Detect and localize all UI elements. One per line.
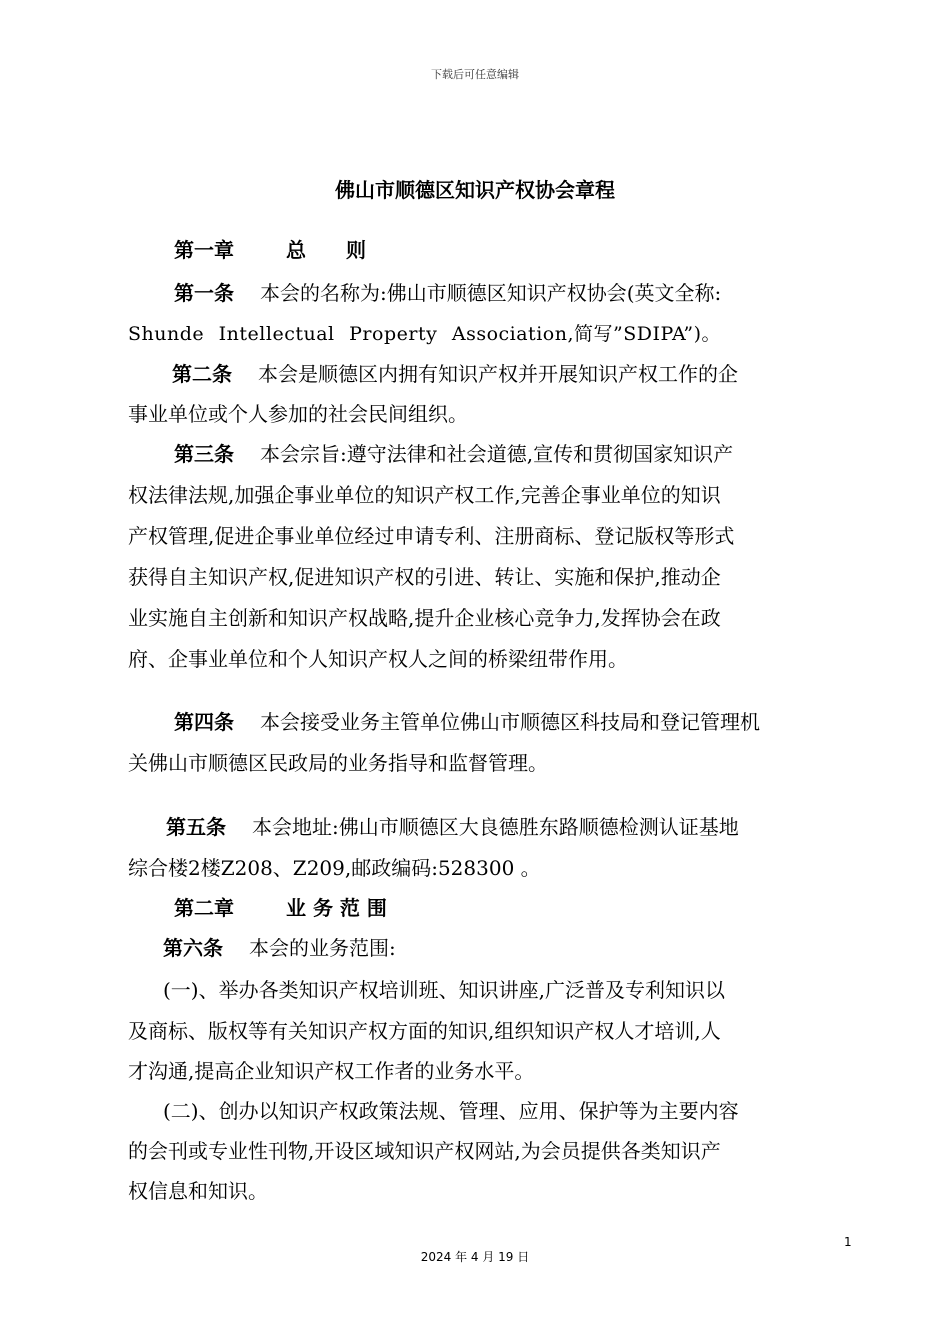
article-2-text-1: 本会是顺德区内拥有知识产权并开展知识产权工作的企 [258, 362, 738, 386]
article-6-line-1 [163, 936, 396, 960]
item-1-line-2: 及商标、版权等有关知识产权方面的知识,组织知识产权人才培训,人 [128, 1019, 721, 1043]
article-5-label: 第五条 [166, 815, 226, 839]
item-1-line-1: (一)、举办各类知识产权培训班、知识讲座,广泛普及专利知识以 [163, 978, 725, 1002]
chapter-2-heading [174, 896, 387, 920]
item-1-line-3: 才沟通,提高企业知识产权工作者的业务水平。 [128, 1059, 535, 1083]
article-1-label: 第一条 [174, 281, 234, 305]
article-3-line-3: 产权管理,促进企事业单位经过申请专利、注册商标、登记版权等形式 [128, 524, 735, 548]
article-3-text-1: 本会宗旨:遵守法律和社会道德,宣传和贯彻国家知识产 [260, 442, 734, 466]
chapter-1-label: 第一章 [174, 238, 234, 262]
article-6-text-1: 本会的业务范围: [249, 936, 396, 960]
article-2-line-1 [172, 362, 738, 386]
article-6-label: 第六条 [163, 936, 223, 960]
article-4-line-1 [174, 710, 760, 734]
article-3-line-2: 权法律法规,加强企事业单位的知识产权工作,完善企事业单位的知识 [128, 483, 721, 507]
article-5-line-1 [166, 815, 739, 839]
chapter-1-heading [174, 238, 366, 262]
document-title: 佛山市顺德区知识产权协会章程 [335, 178, 615, 202]
article-4-label: 第四条 [174, 710, 234, 734]
footer-date: 2024 年 4 月 19 日 [420, 1250, 530, 1264]
article-4-line-2: 关佛山市顺德区民政局的业务指导和监督管理。 [128, 751, 548, 775]
article-3-line-6: 府、企事业单位和个人知识产权人之间的桥梁纽带作用。 [128, 647, 628, 671]
article-3-line-4: 获得自主知识产权,促进知识产权的引进、转让、实施和保护,推动企 [128, 565, 721, 589]
article-5-text-1: 本会地址:佛山市顺德区大良德胜东路顺德检测认证基地 [252, 815, 739, 839]
article-4-text-1: 本会接受业务主管单位佛山市顺德区科技局和登记管理机 [260, 710, 760, 734]
chapter-2-name: 业 务 范 围 [286, 896, 387, 920]
page-header: 下载后可任意编辑 [431, 68, 519, 81]
article-3-label: 第三条 [174, 442, 234, 466]
item-2-line-3: 权信息和知识。 [128, 1179, 268, 1203]
item-2-line-1: (二)、创办以知识产权政策法规、管理、应用、保护等为主要内容 [163, 1099, 739, 1123]
article-1-text-1: 本会的名称为:佛山市顺德区知识产权协会(英文全称: [260, 281, 722, 305]
article-5-line-2: 综合楼2楼Z208、Z209,邮政编码:528300 。 [128, 856, 541, 880]
article-3-line-1 [174, 442, 733, 466]
article-1-line-1 [174, 281, 721, 305]
page-number: 1 [844, 1235, 852, 1249]
article-2-label: 第二条 [172, 362, 232, 386]
article-1-line-2: Shunde Intellectual Property Association,简写”SDIPA”)。 [128, 323, 722, 345]
article-3-line-5: 业实施自主创新和知识产权战略,提升企业核心竞争力,发挥协会在政 [128, 606, 721, 630]
chapter-1-name-a: 总 [286, 238, 306, 262]
chapter-1-name-b: 则 [346, 238, 366, 262]
article-2-line-2: 事业单位或个人参加的社会民间组织。 [128, 402, 468, 426]
item-2-line-2: 的会刊或专业性刊物,开设区域知识产权网站,为会员提供各类知识产 [128, 1139, 721, 1163]
chapter-2-label: 第二章 [174, 896, 234, 920]
